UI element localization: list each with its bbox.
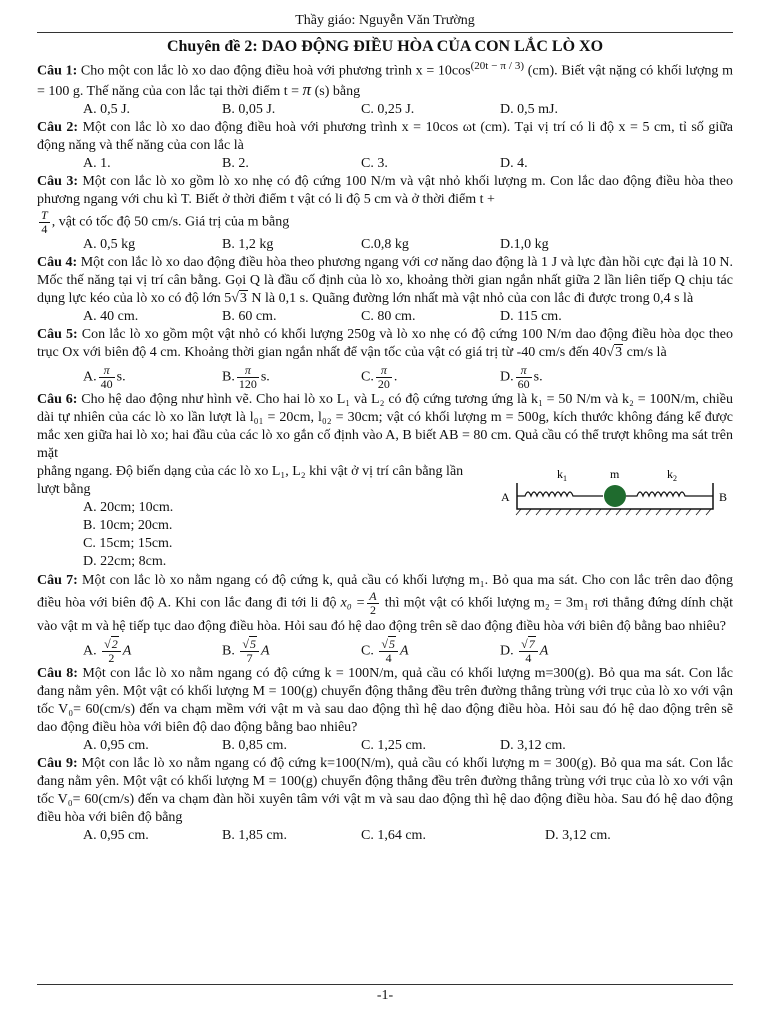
question-label: Câu 7: (37, 572, 78, 588)
options-q7 (37, 638, 733, 665)
option-d[interactable]: D. 3,12 cm. (545, 827, 611, 843)
option-c[interactable]: C. 0,25 J. (361, 101, 415, 117)
option-b[interactable]: B. 1,85 cm. (222, 827, 287, 843)
label-a: A (501, 489, 510, 504)
page-header: Thầy giáo: Nguyễn Văn Trường (37, 10, 733, 33)
question-3-cont: $\frac{T}{4}$ , vật có tốc độ 50 cm/s. Giá trị của m bằng (41, 207, 290, 236)
question-label: Câu 2: (37, 119, 79, 135)
document-page (37, 10, 733, 845)
option-c[interactable]: C.0,8 kg (361, 236, 409, 252)
spring-k1 (517, 492, 603, 496)
option-c[interactable]: C. 80 cm. (361, 308, 416, 324)
options-q5 (37, 364, 733, 391)
question-8: Câu 8: Một con lắc lò xo nằm ngang có độ cứng k = 100N/m, quả cầu có khối lượng m=300(g). Bỏ qua ma sát. Con lắc đang nằm yên. Một vật có khối lượng M = 100(g) chuyển động thẳng đều trên đường thẳng trùng với trục của lò xo với vận tốc V₀= 60(cm/s) đến va chạm mềm với vật m và sau dao động thì hệ dao động điều hòa. Hỏi sau đó hệ dao động trên sẽ dao động điều hòa với biên độ dao động bằng bao nhiêu? (37, 665, 733, 735)
question-1: Câu 1: Cho một con lắc lò xo dao động điều hoà với phương trình $x = 10\cos^{(20t - \pi / 3)}$ (cm). Biết vật nặng có khối lượng m = 100 g. Thế năng của con lắc tại thời điểm t = π (s) bằng (37, 60, 733, 99)
option-d[interactable]: D. 22cm; 8cm. (83, 553, 167, 569)
option-c[interactable]: C. 3. (361, 155, 388, 171)
label-b: B (719, 489, 728, 504)
option-c[interactable]: C. $\frac{\pi}{20}$ . (361, 362, 398, 391)
option-d[interactable]: D. 0,5 mJ. (500, 101, 558, 117)
question-label: Câu 5: (37, 326, 78, 342)
option-a[interactable]: A. $\frac{\pi}{40}$ s. (83, 362, 126, 391)
fraction-a-over-2: $\frac{A}{2}$ (369, 588, 377, 617)
chapter-title: Chuyên đề 2: DAO ĐỘNG ĐIỀU HÒA CỦA CON LẮC LÒ XO (166, 38, 604, 55)
trough-hatching (516, 509, 711, 515)
option-a[interactable]: A. 40 cm. (83, 308, 139, 324)
question-3: Câu 3: Một con lắc lò xo gồm lò xo nhẹ có độ cứng 100 N/m và vật nhỏ khối lượng m. Con lắc dao động điều hòa theo phương ngang với chu kì T. Biết ở thời điểm t vật có li độ 5 cm và ở thời điểm t + (37, 173, 733, 207)
x0-symbol: x₀ = (340, 595, 366, 611)
pi-symbol: π (302, 79, 312, 99)
spring-k2 (626, 492, 713, 496)
radicand: 3 (239, 290, 247, 306)
question-2: Câu 2: Một con lắc lò xo dao động điều hoà với phương trình x = 10cos ωt (cm). Tại vị trí có li độ x = 5 cm, tỉ số giữa động năng và thế năng của con lắc là (37, 119, 734, 153)
question-7: Câu 7: Một con lắc lò xo nằm ngang có độ cứng k, quả cầu có khối lượng m₁. Bỏ qua ma sát. Cho con lắc trên dao động điều hòa với biên độ A. Khi con lắc đang đi tới li độ x₀ = $\frac{A}{2}$ thì một vật có khối lượng m₂ = 3m₁ rơi thẳng đứng dính chặt vào vật m và hệ tiếp tục dao động điều hòa. Hỏi sau đó hệ dao động trên sẽ dao động điều hòa với biên độ bằng bao nhiêu? (37, 572, 734, 634)
option-a[interactable]: A. 0,5 kg (83, 236, 136, 252)
page-footer: -1- (37, 984, 733, 1007)
option-b[interactable]: B. 1,2 kg (222, 236, 274, 252)
mass-ball (604, 485, 626, 507)
option-b[interactable]: B. $\frac{√5}{7}$ A (222, 636, 270, 665)
option-c[interactable]: C. $\frac{√5}{4}$ A (361, 636, 409, 665)
options-q4 (37, 308, 733, 326)
question-label: Câu 8: (37, 665, 78, 681)
option-b[interactable]: B. 10cm; 20cm. (83, 517, 173, 533)
question-label: Câu 1: (37, 63, 78, 79)
coefficient: 5 (224, 290, 232, 306)
options-q3 (37, 236, 733, 254)
option-d[interactable]: D.1,0 kg (500, 236, 549, 252)
option-b[interactable]: B. 60 cm. (222, 308, 277, 324)
option-d[interactable]: D. $\frac{\pi}{60}$ s. (500, 362, 543, 391)
option-a[interactable]: A. $\frac{√2}{2}$ A (83, 636, 132, 665)
options-q1 (37, 101, 733, 119)
question-6-figure-block (37, 463, 733, 571)
question-label: Câu 4: (37, 254, 78, 270)
options-q9 (37, 827, 733, 845)
sqrt-symbol: √ (606, 344, 615, 360)
option-c[interactable]: C. 1,25 cm. (361, 737, 426, 753)
options-q8 (37, 737, 733, 755)
question-6: Câu 6: Cho hệ dao động như hình vẽ. Cho hai lò xo L₁ và L₂ có độ cứng tương ứng là k₁ = 50 N/m và k₂ = 100N/m, chiều dài tự nhiên của các lò xo lần lượt là l₀₁ = 20cm, l₀₂ = 30cm; vật có khối lượng m = 500g, kích thước không đáng kể được mắc xen giữa hai lò xo; hai đầu của các lò xo gắn cố định vào A, B biết AB = 80 cm. Quả cầu có thể trượt không ma sát trên mặt (37, 391, 733, 461)
question-4: Câu 4: Một con lắc lò xo dao động điều hòa theo phương ngang với cơ năng dao động là 1 J và lực đàn hồi cực đại là 10 N. Mốc thế năng tại vị trí cân bằng. Gọi Q là đầu cố định của lò xo, khoảng thời gian ngắn nhất giữa 2 lần liên tiếp Q chịu tác dụng lực kéo của lò xo có độ lớn 5√3 N là 0,1 s. Quãng đường lớn nhất mà vật nhỏ của con lắc đi được trong 0,4 s là (37, 254, 733, 306)
fraction-t-over-4: $\frac{T}{4}$ (41, 207, 48, 236)
options-q6 (37, 499, 477, 571)
phase-expression: (20t − π / 3) (470, 60, 525, 72)
spring-system-diagram (499, 463, 735, 519)
label-k1: $k_1$ (557, 466, 567, 483)
question-5: Câu 5: Con lắc lò xo gồm một vật nhỏ có khối lượng 250g và lò xo nhẹ có độ cứng 100 N/m dao động điều hòa dọc theo trục Ox với biên độ 4 cm. Khoảng thời gian ngắn nhất để vận tốc của vật có giá trị từ -40 cm/s đến 40√3 cm/s là (37, 326, 733, 360)
option-b[interactable]: B. 2. (222, 155, 249, 171)
option-d[interactable]: D. 115 cm. (500, 308, 562, 324)
radicand: 3 (615, 344, 623, 360)
option-a[interactable]: A. 0,5 J. (83, 101, 131, 117)
option-a[interactable]: A. 1. (83, 155, 111, 171)
option-b[interactable]: B. $\frac{\pi}{120}$ s. (222, 362, 270, 391)
label-k2: $k_2$ (667, 466, 677, 483)
sqrt-symbol: √ (231, 290, 239, 306)
option-c[interactable]: C. 15cm; 15cm. (83, 535, 173, 551)
question-label: Câu 3: (37, 173, 78, 189)
question-label: Câu 9: (37, 755, 78, 771)
label-m: m (610, 466, 620, 481)
option-d[interactable]: D. 3,12 cm. (500, 737, 566, 753)
option-c[interactable]: C. 1,64 cm. (361, 827, 426, 843)
question-label: Câu 6: (37, 391, 78, 407)
option-d[interactable]: D. $\frac{√7}{4}$ A (500, 636, 549, 665)
option-d[interactable]: D. 4. (500, 155, 528, 171)
question-9: Câu 9: Một con lắc lò xo nằm ngang có độ cứng k=100(N/m), quả cầu có khối lượng m = 300(g). Bỏ qua ma sát. Con lắc đang nằm yên. Một vật có khối lượng M = 100(g) chuyển động thẳng đều trên đường thẳng trùng với trục của lò xo với vận tốc V₀= 60(cm/s) đến va chạm đàn hồi xuyên tâm với vật m và sau dao động thì hệ dao động điều hòa. Sau đó hệ dao động điều hòa với biên độ bằng (37, 755, 733, 825)
option-a[interactable]: A. 0,95 cm. (83, 827, 149, 843)
option-b[interactable]: B. 0,05 J. (222, 101, 276, 117)
options-q2 (37, 155, 733, 173)
question-6-cont: phẳng ngang. Độ biến dạng của các lò xo L₁, L₂ khi vật ở vị trí cân bằng lần lượt bằng (37, 463, 464, 497)
option-a[interactable]: A. 20cm; 10cm. (83, 499, 174, 515)
option-a[interactable]: A. 0,95 cm. (83, 737, 149, 753)
option-b[interactable]: B. 0,85 cm. (222, 737, 287, 753)
